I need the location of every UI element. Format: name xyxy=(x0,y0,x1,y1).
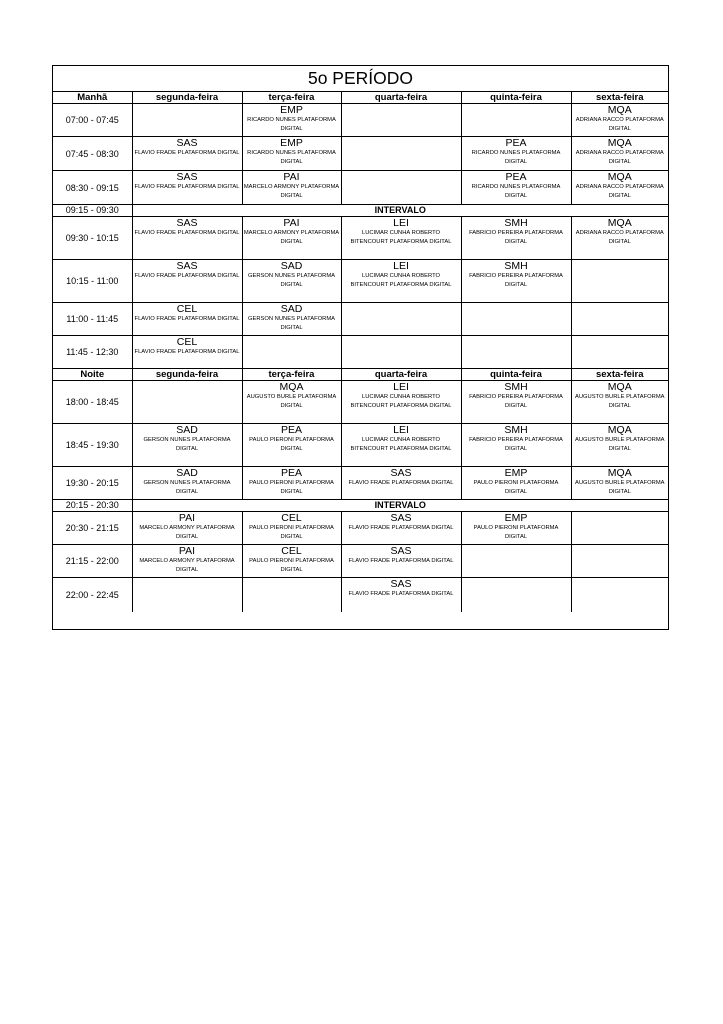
class-cell xyxy=(571,104,668,137)
time-slot: 07:45 - 08:30 xyxy=(53,137,132,171)
class-teacher: PAULO PIERONI PLATAFORMA DIGITAL xyxy=(249,525,334,540)
class-teacher: FLAVIO FRADE PLATAFORMA DIGITAL xyxy=(348,558,454,564)
class-code: PAI xyxy=(283,171,300,183)
class-code: PAI xyxy=(283,217,300,229)
class-code: SAS xyxy=(176,260,198,272)
class-cell xyxy=(461,137,571,171)
class-teacher: MARCELO ARMONY PLATAFORMA DIGITAL xyxy=(243,184,340,199)
class-cell xyxy=(461,467,571,500)
section-label: Noite xyxy=(53,369,132,381)
class-code: PEA xyxy=(280,467,302,479)
class-code: SMH xyxy=(504,260,528,272)
class-cell xyxy=(571,336,668,369)
class-code: EMP xyxy=(280,104,303,116)
class-cell xyxy=(461,545,571,578)
schedule-row xyxy=(53,381,668,424)
class-code: MQA xyxy=(607,381,632,393)
time-slot: 22:00 - 22:45 xyxy=(53,578,132,612)
class-cell xyxy=(571,424,668,467)
class-cell xyxy=(571,217,668,260)
class-cell xyxy=(132,578,242,612)
schedule-row xyxy=(53,303,668,336)
class-teacher: FABRICIO PEREIRA PLATAFORMA DIGITAL xyxy=(469,437,563,452)
class-teacher: LUCIMAR CUNHA ROBERTO BITENCOURT PLATAFORMA DIGITAL xyxy=(350,230,452,245)
class-cell xyxy=(242,512,341,545)
class-code: SAS xyxy=(390,467,412,479)
class-cell xyxy=(242,336,341,369)
class-code: MQA xyxy=(607,217,632,229)
time-slot: 11:00 - 11:45 xyxy=(53,303,132,336)
class-code: SAS xyxy=(176,137,198,149)
class-cell xyxy=(461,424,571,467)
schedule-row xyxy=(53,336,668,369)
break-label: INTERVALO xyxy=(132,205,668,217)
class-code: MQA xyxy=(607,171,632,183)
section-header-row xyxy=(53,369,668,381)
class-code: LEI xyxy=(393,260,409,272)
class-cell xyxy=(242,137,341,171)
class-cell xyxy=(242,104,341,137)
class-cell xyxy=(571,578,668,612)
class-teacher: MARCELO ARMONY PLATAFORMA DIGITAL xyxy=(243,230,340,245)
class-teacher: FLAVIO FRADE PLATAFORMA DIGITAL xyxy=(348,480,454,486)
class-code: EMP xyxy=(280,137,303,149)
class-cell xyxy=(242,260,341,303)
class-cell xyxy=(571,260,668,303)
day-header: quarta-feira xyxy=(341,369,461,381)
class-cell xyxy=(242,381,341,424)
class-code: CEL xyxy=(176,336,198,348)
class-code: SAD xyxy=(280,303,303,315)
class-cell xyxy=(132,467,242,500)
class-cell xyxy=(461,303,571,336)
schedule-row xyxy=(53,217,668,260)
time-slot: 09:30 - 10:15 xyxy=(53,217,132,260)
class-cell xyxy=(132,336,242,369)
class-teacher: GERSON NUNES PLATAFORMA DIGITAL xyxy=(143,480,231,495)
class-code: PEA xyxy=(505,137,527,149)
class-teacher: ADRIANA RACCO PLATAFORMA DIGITAL xyxy=(575,117,664,132)
class-code: PEA xyxy=(505,171,527,183)
class-teacher: FLAVIO FRADE PLATAFORMA DIGITAL xyxy=(134,349,240,355)
class-code: SAD xyxy=(280,260,303,272)
class-cell xyxy=(242,424,341,467)
class-cell xyxy=(461,217,571,260)
class-teacher: PAULO PIERONI PLATAFORMA DIGITAL xyxy=(249,437,334,452)
class-teacher: FLAVIO FRADE PLATAFORMA DIGITAL xyxy=(134,230,240,236)
class-code: EMP xyxy=(504,467,528,479)
class-cell xyxy=(461,260,571,303)
class-cell xyxy=(242,171,341,205)
class-cell xyxy=(132,381,242,424)
schedule-row xyxy=(53,424,668,467)
class-teacher: MARCELO ARMONY PLATAFORMA DIGITAL xyxy=(139,525,235,540)
time-slot: 18:45 - 19:30 xyxy=(53,424,132,467)
break-label: INTERVALO xyxy=(132,500,668,512)
schedule-row xyxy=(53,578,668,612)
class-teacher: PAULO PIERONI PLATAFORMA DIGITAL xyxy=(249,558,334,573)
class-cell xyxy=(341,303,461,336)
schedule-row xyxy=(53,512,668,545)
class-teacher: MARCELO ARMONY PLATAFORMA DIGITAL xyxy=(139,558,235,573)
class-code: LEI xyxy=(393,381,409,393)
class-cell xyxy=(242,467,341,500)
class-cell xyxy=(461,578,571,612)
day-header: segunda-feira xyxy=(132,369,242,381)
time-slot: 19:30 - 20:15 xyxy=(53,467,132,500)
class-code: MQA xyxy=(607,137,632,149)
schedule-row xyxy=(53,137,668,171)
class-cell xyxy=(341,545,461,578)
class-teacher: PAULO PIERONI PLATAFORMA DIGITAL xyxy=(473,525,559,540)
class-code: SAD xyxy=(176,467,198,479)
class-cell xyxy=(341,104,461,137)
class-cell xyxy=(341,578,461,612)
day-header: terça-feira xyxy=(242,92,341,104)
class-cell xyxy=(341,424,461,467)
class-teacher: LUCIMAR CUNHA ROBERTO BITENCOURT PLATAFORMA DIGITAL xyxy=(350,273,452,288)
class-cell xyxy=(242,545,341,578)
class-code: MQA xyxy=(279,381,304,393)
class-cell xyxy=(341,217,461,260)
class-cell xyxy=(461,104,571,137)
class-cell xyxy=(132,217,242,260)
class-teacher: RICARDO NUNES PLATAFORMA DIGITAL xyxy=(471,150,561,165)
time-slot: 20:15 - 20:30 xyxy=(53,500,132,512)
time-slot: 08:30 - 09:15 xyxy=(53,171,132,205)
class-code: LEI xyxy=(393,217,409,229)
schedule-row xyxy=(53,467,668,500)
class-cell xyxy=(242,578,341,612)
class-cell xyxy=(132,260,242,303)
class-code: CEL xyxy=(176,303,198,315)
class-code: SMH xyxy=(504,217,528,229)
class-cell xyxy=(132,171,242,205)
time-slot: 11:45 - 12:30 xyxy=(53,336,132,369)
class-teacher: AUGUSTO BURLE PLATAFORMA DIGITAL xyxy=(246,394,337,409)
schedule-document xyxy=(52,65,669,630)
day-header: quarta-feira xyxy=(341,92,461,104)
class-cell xyxy=(571,545,668,578)
class-teacher: FLAVIO FRADE PLATAFORMA DIGITAL xyxy=(348,591,454,597)
class-cell xyxy=(461,171,571,205)
class-teacher: RICARDO NUNES PLATAFORMA DIGITAL xyxy=(247,117,336,132)
class-teacher: FLAVIO FRADE PLATAFORMA DIGITAL xyxy=(134,150,240,156)
class-code: CEL xyxy=(281,512,302,524)
class-cell xyxy=(461,512,571,545)
class-code: CEL xyxy=(281,545,302,557)
class-code: SAS xyxy=(390,545,412,557)
class-code: SMH xyxy=(504,424,528,436)
class-code: SAD xyxy=(176,424,198,436)
class-code: PEA xyxy=(280,424,302,436)
class-code: MQA xyxy=(607,424,632,436)
class-cell xyxy=(132,104,242,137)
class-teacher: AUGUSTO BURLE PLATAFORMA DIGITAL xyxy=(574,394,665,409)
class-teacher: GERSON NUNES PLATAFORMA DIGITAL xyxy=(143,437,231,452)
class-code: SAS xyxy=(390,512,412,524)
class-cell xyxy=(132,512,242,545)
class-cell xyxy=(132,545,242,578)
class-cell xyxy=(341,137,461,171)
schedule-row xyxy=(53,545,668,578)
class-cell xyxy=(132,424,242,467)
class-teacher: GERSON NUNES PLATAFORMA DIGITAL xyxy=(247,316,336,331)
class-cell xyxy=(132,303,242,336)
class-teacher: PAULO PIERONI PLATAFORMA DIGITAL xyxy=(249,480,334,495)
schedule-row xyxy=(53,171,668,205)
class-cell xyxy=(341,171,461,205)
class-cell xyxy=(571,171,668,205)
class-cell xyxy=(571,381,668,424)
class-teacher: LUCIMAR CUNHA ROBERTO BITENCOURT PLATAFORMA DIGITAL xyxy=(350,394,452,409)
class-code: SMH xyxy=(504,381,528,393)
day-header: quinta-feira xyxy=(461,369,571,381)
class-teacher: FABRICIO PEREIRA PLATAFORMA DIGITAL xyxy=(469,273,563,288)
day-header: terça-feira xyxy=(242,369,341,381)
schedule-row xyxy=(53,260,668,303)
class-cell xyxy=(571,303,668,336)
class-teacher: FABRICIO PEREIRA PLATAFORMA DIGITAL xyxy=(469,230,563,245)
class-cell xyxy=(571,512,668,545)
class-teacher: AUGUSTO BURLE PLATAFORMA DIGITAL xyxy=(574,437,665,452)
class-teacher: FLAVIO FRADE PLATAFORMA DIGITAL xyxy=(134,316,240,322)
class-cell xyxy=(341,512,461,545)
schedule-table xyxy=(53,92,668,612)
class-cell xyxy=(461,381,571,424)
class-code: EMP xyxy=(504,512,528,524)
class-cell xyxy=(571,467,668,500)
class-cell xyxy=(341,336,461,369)
class-code: PAI xyxy=(178,512,196,524)
class-teacher: PAULO PIERONI PLATAFORMA DIGITAL xyxy=(473,480,559,495)
class-cell xyxy=(341,467,461,500)
class-cell xyxy=(132,137,242,171)
time-slot: 20:30 - 21:15 xyxy=(53,512,132,545)
time-slot: 07:00 - 07:45 xyxy=(53,104,132,137)
class-teacher: RICARDO NUNES PLATAFORMA DIGITAL xyxy=(471,184,561,199)
class-teacher: GERSON NUNES PLATAFORMA DIGITAL xyxy=(247,273,336,288)
class-code: PAI xyxy=(178,545,196,557)
class-code: MQA xyxy=(607,104,632,116)
break-row xyxy=(53,205,668,217)
time-slot: 21:15 - 22:00 xyxy=(53,545,132,578)
class-cell xyxy=(341,260,461,303)
class-teacher: FABRICIO PEREIRA PLATAFORMA DIGITAL xyxy=(469,394,563,409)
class-cell xyxy=(242,217,341,260)
section-label: Manhã xyxy=(53,92,132,104)
page-title: 5o PERÍODO xyxy=(53,66,668,92)
day-header: sexta-feira xyxy=(571,92,668,104)
class-teacher: RICARDO NUNES PLATAFORMA DIGITAL xyxy=(247,150,336,165)
time-slot: 18:00 - 18:45 xyxy=(53,381,132,424)
class-cell xyxy=(341,381,461,424)
class-code: MQA xyxy=(607,467,632,479)
day-header: quinta-feira xyxy=(461,92,571,104)
class-code: LEI xyxy=(393,424,409,436)
section-header-row xyxy=(53,92,668,104)
class-cell xyxy=(242,303,341,336)
time-slot: 09:15 - 09:30 xyxy=(53,205,132,217)
class-code: SAS xyxy=(176,217,198,229)
class-teacher: FLAVIO FRADE PLATAFORMA DIGITAL xyxy=(134,184,240,190)
class-cell xyxy=(461,336,571,369)
break-row xyxy=(53,500,668,512)
class-cell xyxy=(571,137,668,171)
class-teacher: ADRIANA RACCO PLATAFORMA DIGITAL xyxy=(575,150,664,165)
day-header: segunda-feira xyxy=(132,92,242,104)
class-teacher: ADRIANA RACCO PLATAFORMA DIGITAL xyxy=(575,230,664,245)
class-teacher: FLAVIO FRADE PLATAFORMA DIGITAL xyxy=(134,273,240,279)
class-code: SAS xyxy=(390,578,412,590)
class-code: SAS xyxy=(176,171,198,183)
time-slot: 10:15 - 11:00 xyxy=(53,260,132,303)
class-teacher: FLAVIO FRADE PLATAFORMA DIGITAL xyxy=(348,525,454,531)
class-teacher: AUGUSTO BURLE PLATAFORMA DIGITAL xyxy=(574,480,665,495)
class-teacher: LUCIMAR CUNHA ROBERTO BITENCOURT PLATAFORMA DIGITAL xyxy=(350,437,452,452)
day-header: sexta-feira xyxy=(571,369,668,381)
class-teacher: ADRIANA RACCO PLATAFORMA DIGITAL xyxy=(575,184,664,199)
schedule-row xyxy=(53,104,668,137)
